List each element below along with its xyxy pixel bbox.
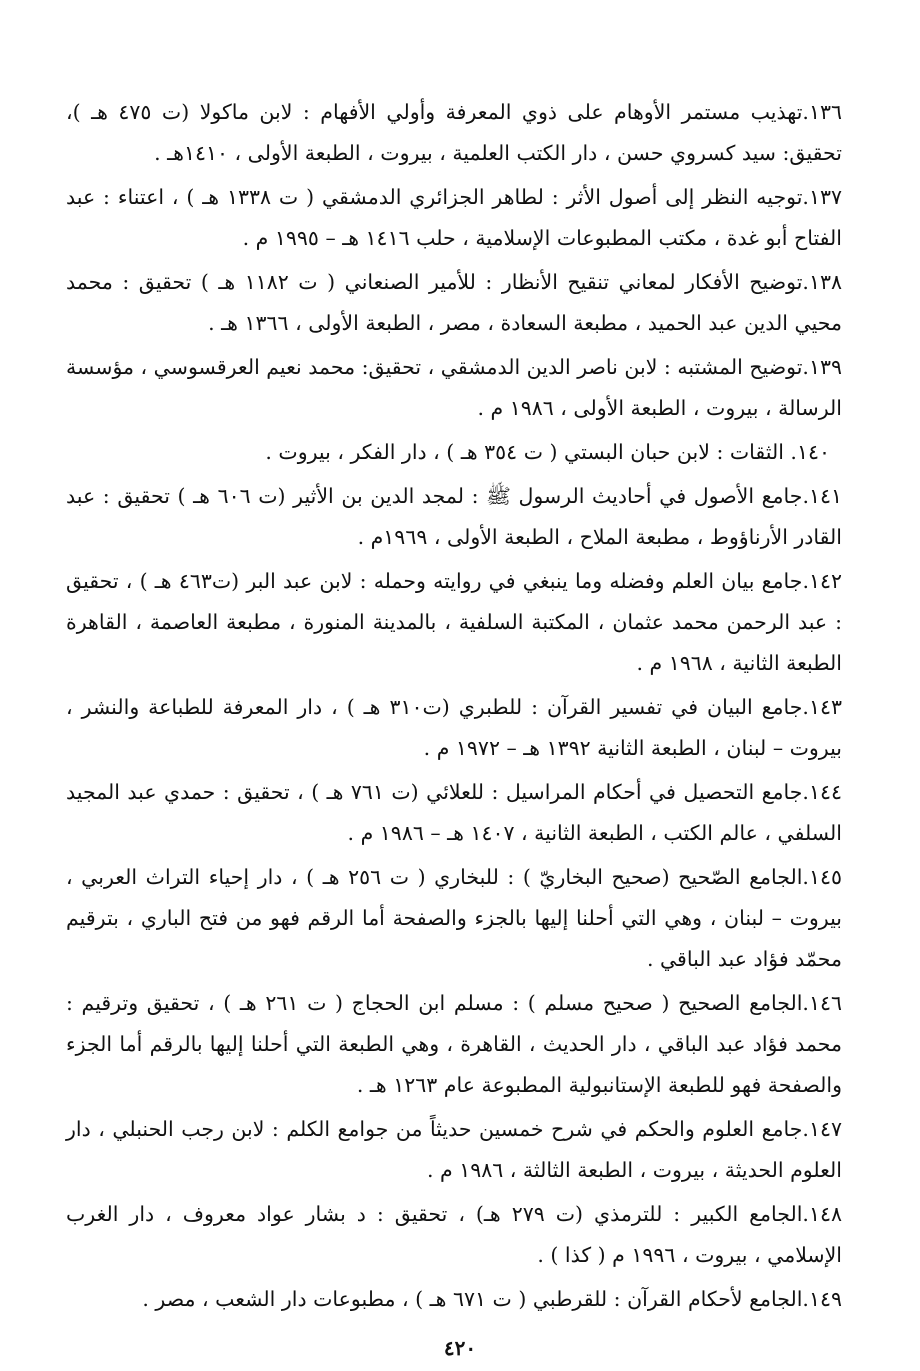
- page-number: ٤٢٠: [443, 1336, 477, 1360]
- bibliography-entry-139: ١٣٩.توضيح المشتبه : لابن ناصر الدين الدمشقي ، تحقيق: محمد نعيم العرقسوسي ، مؤسسة الرسالة ، بيروت ، الطبعة الأولى ، ١٩٨٦ م .: [66, 355, 842, 420]
- bibliography-entry-147: ١٤٧.جامع العلوم والحكم في شرح خمسين حديثاً من جوامع الكلم : لابن رجب الحنبلي ، دار العلوم الحديثة ، بيروت ، الطبعة الثالثة ، ١٩٨٦ م .: [66, 1117, 842, 1182]
- bibliography-entry-143: ١٤٣.جامع البيان في تفسير القرآن : للطبري (ت٣١٠ هـ ) ، دار المعرفة للطباعة والنشر ، بيروت – لبنان ، الطبعة الثانية ١٣٩٢ هـ – ١٩٧٢ م .: [66, 695, 842, 760]
- bibliography-entry-138: ١٣٨.توضيح الأفكار لمعاني تنقيح الأنظار : للأمير الصنعاني ( ت ١١٨٢ هـ ) تحقيق : محمد محيي الدين عبد الحميد ، مطبعة السعادة ، مصر ، الطبعة الأولى ، ١٣٦٦ هـ .: [66, 270, 842, 335]
- bibliography-entry-136: ١٣٦.تهذيب مستمر الأوهام على ذوي المعرفة وأولي الأفهام : لابن ماكولا (ت ٤٧٥ هـ )، تحقيق: سيد كسروي حسن ، دار الكتب العلمية ، بيروت ، الطبعة الأولى ، ١٤١٠هـ .: [66, 100, 842, 165]
- bibliography-entry-141: ١٤١.جامع الأصول في أحاديث الرسول ﷺ : لمجد الدين بن الأثير (ت ٦٠٦ هـ ) تحقيق : عبد القادر الأرناؤوط ، مطبعة الملاح ، الطبعة الأولى ، ١٩٦٩م .: [66, 484, 843, 549]
- bibliography-entry-137: ١٣٧.توجيه النظر إلى أصول الأثر : لطاهر الجزائري الدمشقي ( ت ١٣٣٨ هـ ) ، اعتناء : عبد الفتاح أبو غدة ، مكتب المطبوعات الإسلامية ، حلب ١٤١٦ هـ – ١٩٩٥ م .: [66, 185, 842, 250]
- bibliography-entry-145: ١٤٥.الجامع الصّحيح (صحيح البخاريّ ) : للبخاري ( ت ٢٥٦ هـ ) ، دار إحياء التراث العربي ، بيروت – لبنان ، وهي التي أحلنا إليها بالجزء والصفحة أما الرقم فهو من فتح الباري ، بترقيم محمّد فؤاد عبد الباقي .: [66, 865, 842, 971]
- bibliography-entry-144: ١٤٤.جامع التحصيل في أحكام المراسيل : للعلائي (ت ٧٦١ هـ ) ، تحقيق : حمدي عبد المجيد السلفي ، عالم الكتب ، الطبعة الثانية ، ١٤٠٧ هـ – ١٩٨٦ م .: [66, 780, 842, 845]
- bibliography-entry-149: ١٤٩.الجامع لأحكام القرآن : للقرطبي ( ت ٦٧١ هـ ) ، مطبوعات دار الشعب ، مصر .: [142, 1287, 842, 1311]
- bibliography-entry-142: ١٤٢.جامع بيان العلم وفضله وما ينبغي في روايته وحمله : لابن عبد البر (ت٤٦٣ هـ ) ، تحقيق : عبد الرحمن محمد عثمان ، المكتبة السلفية ، بالمدينة المنورة ، مطبعة العاصمة ، القاهرة الطبعة الثانية ، ١٩٦٨ م .: [66, 569, 843, 675]
- bibliography-entry-140: ١٤٠. الثقات : لابن حبان البستي ( ت ٣٥٤ هـ ) ، دار الفكر ، بيروت .: [265, 440, 830, 464]
- bibliography-entry-148: ١٤٨.الجامع الكبير : للترمذي (ت ٢٧٩ هـ) ، تحقيق : د بشار عواد معروف ، دار الغرب الإسلامي ، بيروت ، ١٩٩٦ م ( كذا ) .: [66, 1202, 842, 1267]
- bibliography-entry-146: ١٤٦.الجامع الصحيح ( صحيح مسلم ) : مسلم ابن الحجاج ( ت ٢٦١ هـ ) ، تحقيق وترقيم : محمد فؤاد عبد الباقي ، دار الحديث ، القاهرة ، وهي الطبعة التي أحلنا إليها بالرقم أما الجزء والصفحة فهو للطبعة الإستانبولية المطبوعة عام ١٢٦٣ هـ .: [66, 991, 842, 1097]
- bibliography-list: [66, 92, 842, 1323]
